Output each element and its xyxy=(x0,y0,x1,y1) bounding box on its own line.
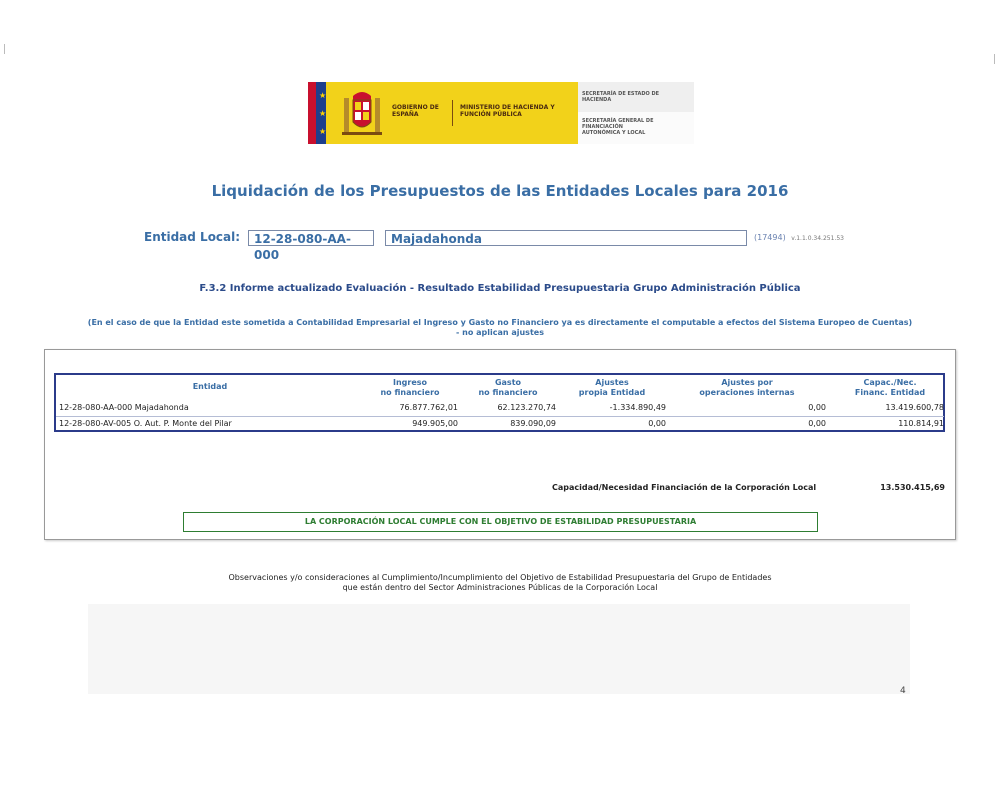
secretaria-general-label: SECRETARÍA GENERAL DE FINANCIACIÓN AUTONÓMICA Y LOCAL xyxy=(582,118,654,136)
col-header-capacidad xyxy=(830,378,950,398)
entity-code-field: 12-28-080-AA-000 xyxy=(248,230,374,246)
eu-star-icon: ★ xyxy=(319,127,327,136)
col-header-gasto-1: Gasto xyxy=(494,378,522,387)
row-2-ingreso: 949.905,00 xyxy=(412,419,458,428)
row-1-ajustes: -1.334.890,49 xyxy=(609,403,666,412)
row-1-gasto: 62.123.270,74 xyxy=(497,403,556,412)
total-label: Capacidad/Necesidad Financiación de la Corporación Local xyxy=(552,483,817,492)
col-header-ajustes-int-2: operaciones internas xyxy=(699,388,795,397)
report-title: F.3.2 Informe actualizado Evaluación - Resultado Estabilidad Presupuestaria Grupo Administración Pública xyxy=(199,283,801,294)
col-header-ajustes-2: propia Entidad xyxy=(578,388,646,397)
secretaria-estado-label: SECRETARÍA DE ESTADO DE HACIENDA xyxy=(582,91,660,103)
secretaria-general-panel xyxy=(578,112,694,144)
col-header-capac-2: Financ. Entidad xyxy=(854,388,926,397)
col-header-ingreso-1: Ingreso xyxy=(392,378,428,387)
entity-id xyxy=(754,233,844,242)
row-2-capacidad: 110.814,91 xyxy=(898,419,944,428)
row-2-ajustes: 0,00 xyxy=(648,419,666,428)
total-value: 13.530.415,69 xyxy=(880,483,945,492)
scan-mark xyxy=(994,54,995,64)
row-1-ajustes-internas: 0,00 xyxy=(808,403,826,412)
result-status-box: LA CORPORACIÓN LOCAL CUMPLE CON EL OBJETIVO DE ESTABILIDAD PRESUPUESTARIA xyxy=(183,512,818,532)
gobierno-label: GOBIERNO DE ESPAÑA xyxy=(392,104,439,118)
row-2-entidad: 12-28-080-AV-005 O. Aut. P. Monte del Pilar xyxy=(59,419,232,428)
observations-heading xyxy=(0,573,1000,593)
coat-of-arms-icon xyxy=(340,88,384,138)
col-header-ajustes-int-1: Ajustes por xyxy=(721,378,773,387)
entity-label: Entidad Local: xyxy=(144,230,241,244)
note-line-2: - no aplican ajustes xyxy=(456,328,544,337)
row-1-entidad: 12-28-080-AA-000 Majadahonda xyxy=(59,403,189,412)
ministry-banner xyxy=(326,82,578,144)
eu-stripe xyxy=(316,82,326,144)
row-1-ingreso: 76.877.762,01 xyxy=(399,403,458,412)
col-header-ajustes xyxy=(552,378,672,398)
observations-line-1: Observaciones y/o consideraciones al Cumplimiento/Incumplimiento del Objetivo de Estabilidad Presupuestaria del Grupo de Entidades xyxy=(228,573,772,582)
page-title: Liquidación de los Presupuestos de las Entidades Locales para 2016 xyxy=(211,182,789,200)
col-header-ajustes-1: Ajustes xyxy=(595,378,629,387)
secretaria-estado-panel xyxy=(578,82,694,113)
row-2-gasto: 839.090,09 xyxy=(510,419,556,428)
government-logo xyxy=(308,82,694,144)
col-header-gasto xyxy=(448,378,568,398)
version-label: v.1.1.0.34.251.53 xyxy=(791,235,844,242)
page-marker: 4 xyxy=(900,686,906,696)
logo-divider xyxy=(452,100,453,126)
row-2-ajustes-internas: 0,00 xyxy=(808,419,826,428)
eu-star-icon: ★ xyxy=(319,91,327,100)
col-header-entidad: Entidad xyxy=(192,382,228,391)
observations-area xyxy=(88,604,910,694)
col-header-gasto-2: no financiero xyxy=(478,388,538,397)
eu-star-icon: ★ xyxy=(319,109,327,118)
ministerio-label: MINISTERIO DE HACIENDA Y FUNCIÓN PÚBLICA xyxy=(460,104,555,118)
row-1-capacidad: 13.419.600,78 xyxy=(885,403,944,412)
flag-stripe-red xyxy=(308,82,316,144)
entity-name-field: Majadahonda xyxy=(385,230,747,246)
observations-line-2: que están dentro del Sector Administraciones Públicas de la Corporación Local xyxy=(342,583,658,592)
col-header-ingreso-2: no financiero xyxy=(380,388,440,397)
col-header-capac-1: Capac./Nec. xyxy=(863,378,917,387)
row-divider xyxy=(56,416,944,417)
note-line-1: (En el caso de que la Entidad este sometida a Contabilidad Empresarial el Ingreso y Gasto no Financiero ya es directamente el computable a efectos del Sistema Europeo de Cuentas) xyxy=(87,318,913,327)
note-text xyxy=(40,318,960,338)
scan-mark xyxy=(4,44,5,54)
col-header-ajustes-internas xyxy=(680,378,814,398)
entity-id-number: (17494) xyxy=(754,233,786,242)
